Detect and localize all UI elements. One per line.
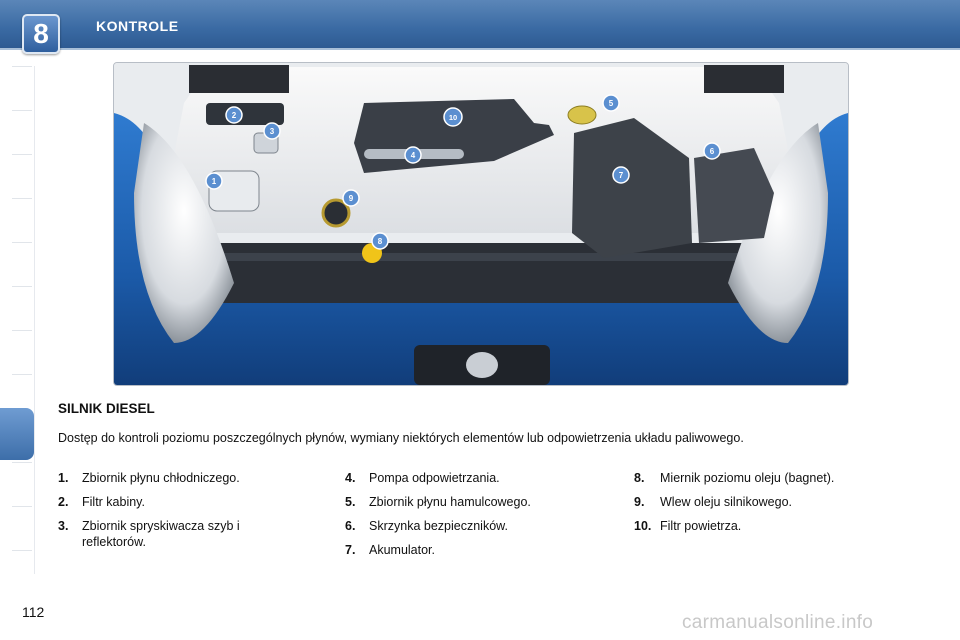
legend-item <box>345 542 605 558</box>
chapter-tab[interactable] <box>12 462 32 463</box>
legend-item-text: Zbiornik płynu hamulcowego. <box>369 495 531 509</box>
chapter-tab[interactable] <box>12 506 32 507</box>
callout-2 <box>226 107 242 123</box>
chapter-tab[interactable] <box>12 374 32 375</box>
callout-1-label: 1 <box>211 177 217 186</box>
legend-item-number: 7. <box>345 543 356 557</box>
legend-item-number: 6. <box>345 519 356 533</box>
legend-item-number: 1. <box>58 471 69 485</box>
legend-item-text: Pompa odpowietrzania. <box>369 471 500 485</box>
legend-item-text: Filtr powietrza. <box>660 519 742 533</box>
chapter-tab-strip <box>12 66 35 574</box>
legend-item <box>345 470 605 486</box>
front-panel <box>204 243 759 303</box>
chapter-tab-active[interactable] <box>0 408 34 460</box>
legend-item <box>634 518 914 534</box>
callout-6-label: 6 <box>709 147 715 156</box>
callout-7-label: 7 <box>618 171 624 180</box>
callout-7 <box>613 167 629 183</box>
legend-item-number: 4. <box>345 471 356 485</box>
legend-item-number: 2. <box>58 495 69 509</box>
legend-item <box>58 494 288 510</box>
legend-item-text: Wlew oleju silnikowego. <box>660 495 793 509</box>
legend-item-text: Zbiornik spryskiwacza szyb i reflektorów. <box>82 519 240 549</box>
legend-item <box>58 470 288 486</box>
callout-10-label: 10 <box>448 113 458 122</box>
callout-2-label: 2 <box>231 111 237 120</box>
chapter-tab[interactable] <box>12 550 32 551</box>
legend-item <box>345 518 605 534</box>
legend-column-1 <box>58 470 288 558</box>
cowl-grille-right <box>704 65 784 93</box>
chapter-number-badge[interactable]: 8 <box>22 14 60 54</box>
callout-8 <box>372 233 388 249</box>
chapter-tab[interactable] <box>12 66 32 67</box>
legend-item-text: Skrzynka bezpieczników. <box>369 519 508 533</box>
legend-item-text: Filtr kabiny. <box>82 495 145 509</box>
chapter-tab[interactable] <box>12 330 32 331</box>
legend-item-text: Miernik poziomu oleju (bagnet). <box>660 471 835 485</box>
legend-item-number: 9. <box>634 495 645 509</box>
callout-5 <box>603 95 619 111</box>
callout-6 <box>704 143 720 159</box>
brand-emblem <box>466 352 498 378</box>
section-title: SILNIK DIESEL <box>58 401 155 416</box>
callout-9-label: 9 <box>348 194 354 203</box>
callout-8-label: 8 <box>377 237 383 246</box>
callout-9 <box>343 190 359 206</box>
brake-fluid-cap <box>568 106 596 124</box>
chapter-tab[interactable] <box>12 286 32 287</box>
callout-3 <box>264 123 280 139</box>
engine-bay-illustration <box>113 62 849 386</box>
callout-4-label: 4 <box>410 151 416 160</box>
legend-item <box>634 494 914 510</box>
legend-item <box>58 518 288 550</box>
legend-item-number: 10. <box>634 519 652 533</box>
engine-bay-drawing <box>114 63 848 385</box>
legend-item <box>634 470 914 486</box>
header-divider <box>0 48 960 50</box>
watermark: carmanualsonline.info <box>682 612 874 633</box>
chapter-tab[interactable] <box>12 198 32 199</box>
callout-5-label: 5 <box>608 99 614 108</box>
chapter-title: KONTROLE <box>96 18 179 34</box>
callout-3-label: 3 <box>269 127 275 136</box>
cabin-filter <box>206 103 284 125</box>
chapter-tab[interactable] <box>12 242 32 243</box>
section-intro: Dostęp do kontroli poziomu poszczególnych płynów, wymiany niektórych elementów lub odpowietrzenia układu paliwowego. <box>58 431 744 445</box>
page-number: 112 <box>22 604 45 620</box>
callout-10 <box>444 108 462 126</box>
cowl-grille-left <box>189 65 289 93</box>
callout-1 <box>206 173 222 189</box>
chapter-tab[interactable] <box>12 110 32 111</box>
legend-item-number: 3. <box>58 519 69 533</box>
chapter-tab[interactable] <box>12 154 32 155</box>
legend-column-3 <box>634 470 914 542</box>
legend-column-2 <box>345 470 605 566</box>
legend-item-text: Akumulator. <box>369 543 436 557</box>
legend-item-text: Zbiornik płynu chłodniczego. <box>82 471 240 485</box>
legend-item <box>345 494 605 510</box>
legend-item-number: 8. <box>634 471 645 485</box>
callout-4 <box>405 147 421 163</box>
legend-item-number: 5. <box>345 495 356 509</box>
